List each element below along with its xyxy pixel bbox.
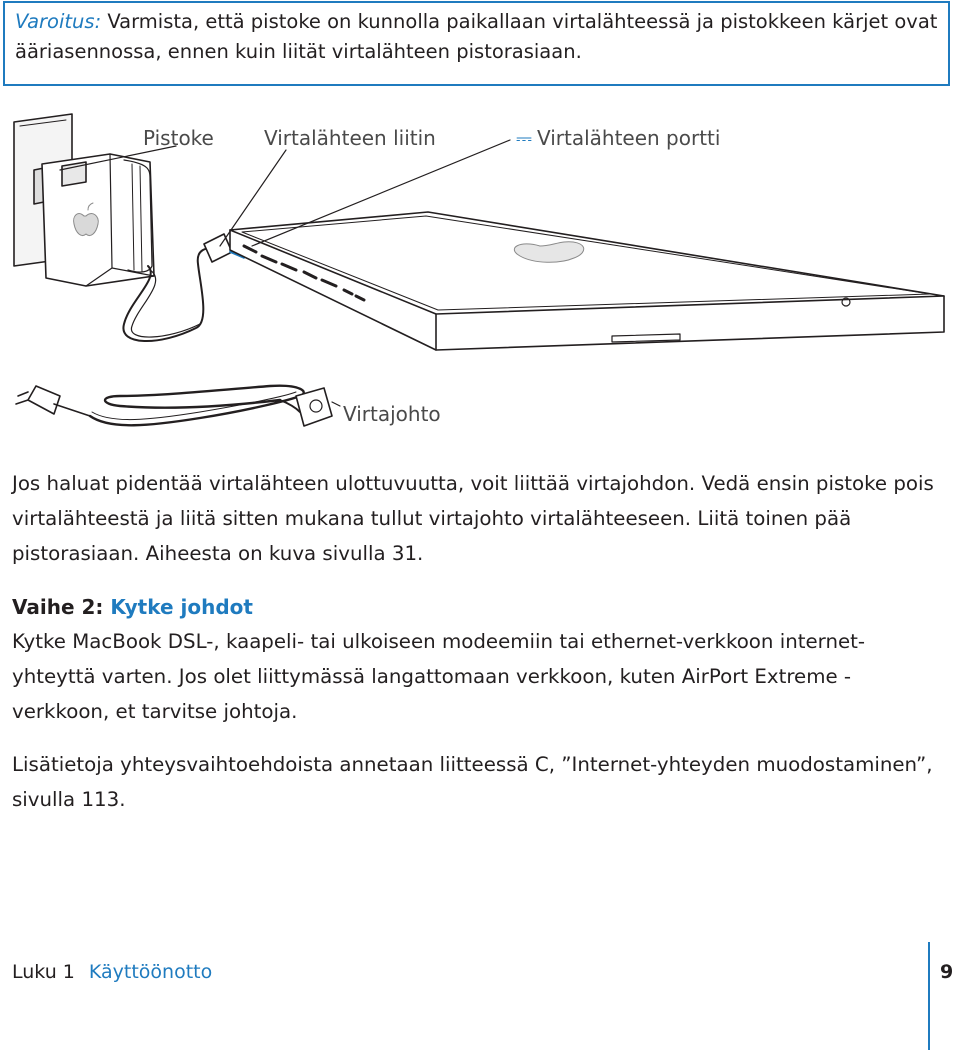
warning-box (3, 1, 950, 86)
paragraph-more-info: Lisätietoja yhteysvaihtoehdoista annetaan liitteessä C, ”Internet-yhteyden muodostaminen”, sivulla 113. (12, 753, 933, 811)
paragraph-extension-cord: Jos haluat pidentää virtalähteen ulottuvuutta, voit liittää virtajohdon. Vedä ensin pistoke pois virtalähteestä ja liitä sitten mukana tullut virtajohto virtalähteeseen. Liitä toinen pää pistorasiaan. Aiheesta on kuva sivulla 31. (12, 472, 934, 565)
step-number: Vaihe 2: (12, 595, 104, 619)
label-adapter-connector: Virtalähteen liitin (264, 126, 436, 150)
label-plug: Pistoke (143, 126, 214, 150)
page-footer (12, 957, 212, 987)
dc-power-icon: ⎓ (516, 126, 531, 150)
step-heading (12, 590, 253, 625)
label-power-port-text: Virtalähteen portti (536, 126, 721, 150)
page-number: 9 (940, 961, 954, 983)
footer-divider (928, 942, 930, 1050)
step-title: Kytke johdot (110, 595, 253, 619)
label-power-cord: Virtajohto (343, 402, 441, 426)
paragraph-connect-network: Kytke MacBook DSL-, kaapeli- tai ulkoiseen modeemiin tai ethernet-verkkoon internet-yhteyttä varten. Jos olet liittymässä langattomaan verkkoon, kuten AirPort Extreme -verkkoon, et tarvitse johtoja. (12, 630, 866, 723)
footer-chapter: Luku 1 (12, 961, 75, 983)
warning-label: Varoitus: (15, 10, 102, 33)
footer-chapter-title: Käyttöönotto (88, 961, 213, 983)
illustration-drawing (0, 100, 960, 460)
label-power-port (516, 126, 720, 150)
power-adapter-illustration (0, 100, 960, 460)
warning-text: Varmista, että pistoke on kunnolla paikallaan virtalähteessä ja pistokkeen kärjet ovat ääriasennossa, ennen kuin liität virtalähteen pistorasiaan. (15, 10, 938, 63)
